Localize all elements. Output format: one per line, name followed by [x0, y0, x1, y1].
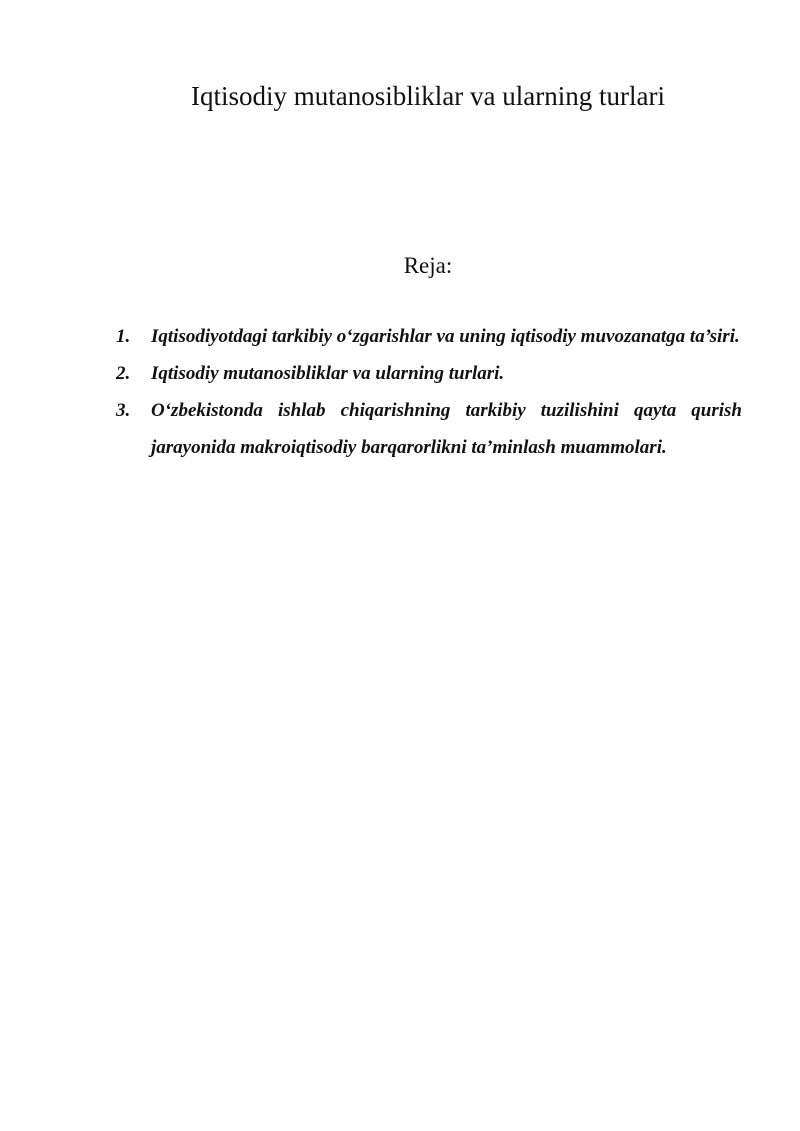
plan-item-number: 2. [116, 363, 131, 384]
plan-item-1 [116, 318, 742, 355]
plan-item-text: Iqtisodiyotdagi tarkibiy o‘zgarishlar va uning iqtisodiy muvozanatga ta’siri. [151, 326, 740, 347]
plan-item-number: 1. [116, 326, 131, 347]
plan-item-number: 3. [116, 400, 131, 421]
plan-item-text: Iqtisodiy mutanosibliklar va ularning turlari. [151, 363, 505, 384]
plan-item-text: O‘zbekistonda ishlab chiqarishning tarkibiy tuzilishini qayta qurish jarayonida makroiqtisodiy barqarorlikni ta’minlash muammolari. [151, 400, 742, 458]
plan-item-2 [116, 355, 742, 392]
document-title: Iqtisodiy mutanosibliklar va ularning turlari [191, 81, 665, 111]
plan-heading: Reja: [403, 253, 453, 278]
plan-item-3 [116, 392, 742, 466]
plan-list [116, 318, 742, 466]
